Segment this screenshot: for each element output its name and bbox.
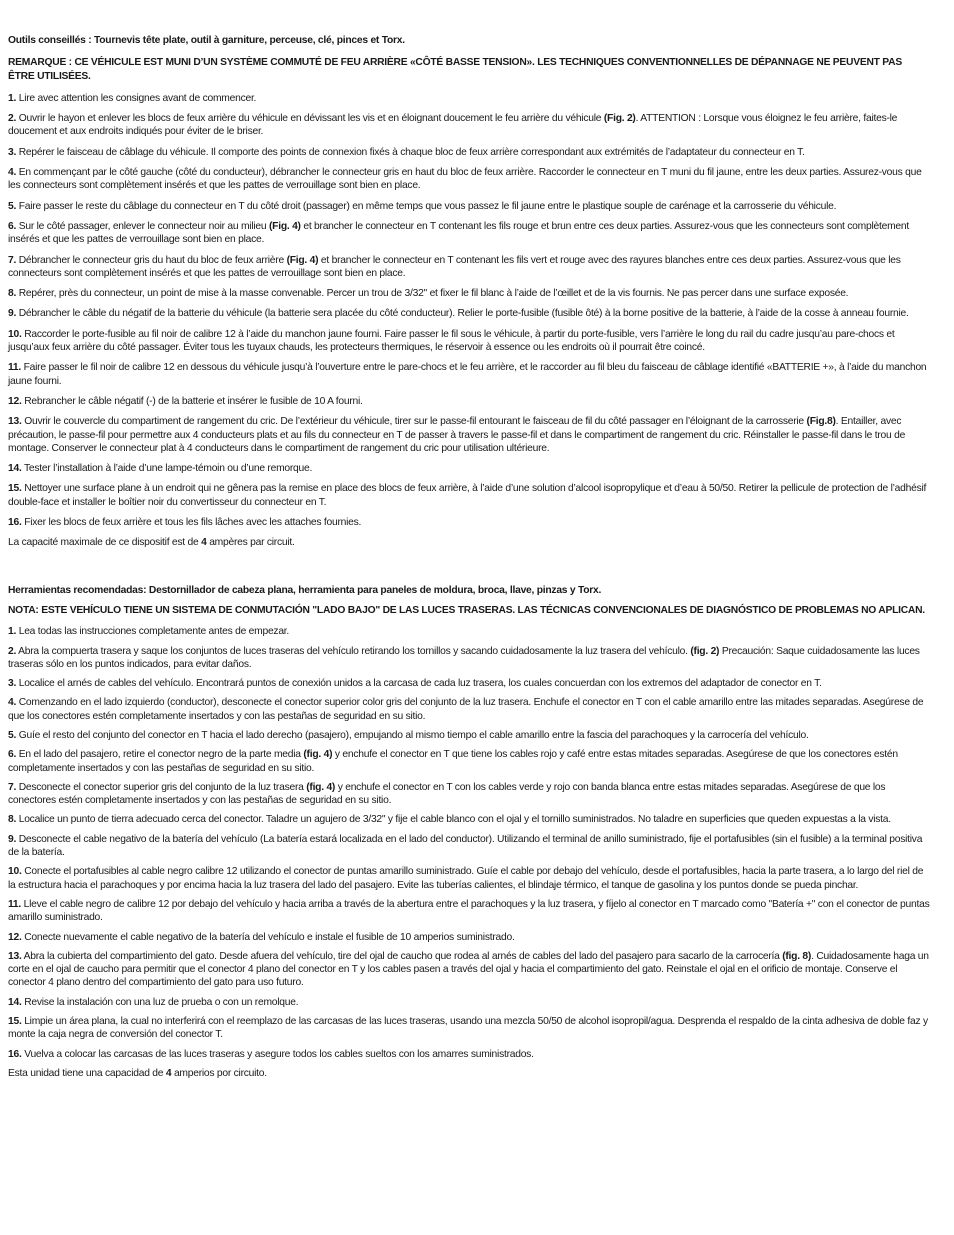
figure-reference: (Fig.8) bbox=[806, 416, 836, 428]
step-number: 9. bbox=[8, 833, 17, 845]
step-text: Localice un punto de tierra adecuado cerca del conector. Taladre un agujero de 3/32" y fije el cable blanco con el ojal y el tornillo suministrados. No taladre en superficies que queden expuestas a la vista. bbox=[18, 814, 891, 826]
step-item bbox=[8, 696, 930, 723]
step-text: En commençant par le côté gauche (côté du conducteur), débrancher le connecteur gris en haut du bloc de feux arrière. Raccorder le connecteur en T muni du fil jaune, entre les deux parties. Assurez-vous que les connecteurs sont complètement insérés et que les pattes de verrouillage sont bien en place. bbox=[8, 167, 922, 192]
step-text: Repérer le faisceau de câblage du véhicule. Il comporte des points de connexion fixés à chaque bloc de feux arrière correspondant aux extrémités de l’adaptateur du connecteur en T. bbox=[18, 146, 805, 158]
step-text-continued: et brancher le connecteur en T contenant les fils rouge et brun entre ces deux parties. Assurez-vous que les connecteurs sont complètement insérés et que les pattes de verrouillage sont bien en place. bbox=[8, 220, 909, 246]
step-text: Guíe el resto del conjunto del conector en T hacia el lado derecho (pasajero), empujando al mismo tiempo el cable amarillo entre la fascia del parachoques y la carrocería del vehículo. bbox=[18, 729, 809, 741]
step-text-continued: et brancher le connecteur en T contenant les fils vert et rouge avec des rayures blanches entre ces deux parties. Assurez-vous que les connecteurs sont complètement insérés et que les pattes de verrouillage sont bien en place. bbox=[8, 254, 901, 279]
step-number: 14. bbox=[8, 996, 22, 1008]
step-number: 7. bbox=[8, 781, 17, 793]
step-text: Nettoyer une surface plane à un endroit qui ne gênera pas la remise en place des blocs de feux arrière, à l’aide d’une solution d’alcool isopropylique et d’eau à 50/50. Retirer la pellicule de protection de l’adhésif double-face et installer le boîtier noir du convertisseur du connecteur en T. bbox=[8, 483, 927, 508]
step-number: 10. bbox=[8, 866, 22, 878]
step-number: 1. bbox=[8, 92, 17, 104]
capacity-pre: La capacité maximale de ce dispositif est de bbox=[8, 537, 202, 549]
capacity-value: 4 bbox=[201, 537, 207, 549]
step-text: Desconecte el conector superior gris del conjunto de la luz trasera bbox=[18, 781, 307, 793]
step-number: 13. bbox=[8, 950, 22, 962]
step-number: 7. bbox=[8, 254, 17, 266]
step-number: 6. bbox=[8, 749, 17, 761]
step-item bbox=[8, 112, 930, 139]
step-text: Vuelva a colocar las carcasas de las luces traseras y asegure todos los cables sueltos con los amarres suministrados. bbox=[24, 1048, 534, 1060]
step-text: Faire passer le reste du câblage du connecteur en T du côté droit (passager) en même temps que vous passez le fil jaune entre le plastique souple de carénage et la carrosserie du véhicule. bbox=[18, 200, 837, 212]
warning-note-fr: REMARQUE : CE VÉHICULE EST MUNI D’UN SYSTÈME COMMUTÉ DE FEU ARRIÈRE «CÔTÉ BASSE TENSION». LES TECHNIQUES CONVENTIONNELLES DE DÉPANNAGE NE PEUVENT PAS ÊTRE UTILISÉES. bbox=[8, 57, 902, 82]
step-item bbox=[8, 950, 930, 990]
step-text-continued: . Cuidadosamente haga un corte en el ojal de caucho para permitir que el conector 4 plano del conector en T y los cables pasen a través del ojal y hacia el compartimiento del gato. Reinstale el ojal en el orificio de montaje. Conserve el conector 4 plano dentro del compartimiento del gato para uso futuro. bbox=[8, 950, 929, 989]
step-item bbox=[8, 287, 930, 300]
figure-reference: (Fig. 4) bbox=[286, 254, 319, 266]
step-number: 6. bbox=[8, 220, 17, 232]
tools-heading-es: Herramientas recomendadas: Destornillador de cabeza plana, herramienta para paneles de moldura, broca, llave, pinzas y Torx. bbox=[8, 584, 602, 596]
step-text-continued: y enchufe el conector en T con los cables verde y rojo con banda blanca entre estas mitades separadas. Asegúrese de que los conectores estén completamente insertados y con las pestañas de seguridad en su sitio. bbox=[8, 781, 886, 807]
step-text: Conecte el portafusibles al cable negro calibre 12 utilizando el conector de puntas amarillo suministrado. Guíe el cable por debajo del vehículo, desde el portafusibles, hacia la parte trasera, a lo largo del riel de la estructura hacia el parachoques y por encima hacia la luz trasera del lado del pasajero. Evite las tuberías calientes, el blindaje térmico, el tanque de gasolina y los puntos donde se pueda pinchar. bbox=[8, 866, 924, 891]
step-text: Localice el arnés de cables del vehículo. Encontrará puntos de conexión unidos a la carcasa de cada luz trasera, los cuales concuerdan con los extremos del adaptador de conector en T. bbox=[18, 678, 822, 690]
step-text: Ouvrir le couvercle du compartiment de rangement du cric. De l’extérieur du véhicule, tirer sur le passe-fil entourant le faisceau de fil du côté passager en l’éloignant de la carrosserie bbox=[24, 416, 807, 428]
step-number: 4. bbox=[8, 697, 17, 709]
step-item bbox=[8, 462, 930, 475]
step-text: Fixer les blocs de feux arrière et tous les fils lâches avec les attaches fournies. bbox=[24, 517, 362, 529]
step-item bbox=[8, 833, 930, 860]
figure-reference: (fig. 2) bbox=[690, 645, 720, 657]
step-text: Limpie un área plana, la cual no interferirá con el reemplazo de las carcasas de las luces traseras, usando una mezcla 50/50 de alcohol isopropil/agua. Desprenda el respaldo de la cinta adhesiva de doble faz y monte la caja negra de conversión del conector T. bbox=[8, 1016, 928, 1041]
step-item bbox=[8, 748, 930, 775]
capacity-pre: Esta unidad tiene una capacidad de bbox=[8, 1067, 166, 1079]
step-item bbox=[8, 361, 930, 388]
step-item bbox=[8, 516, 930, 529]
figure-reference: (fig. 4) bbox=[306, 781, 336, 793]
french-section bbox=[8, 34, 930, 550]
step-number: 5. bbox=[8, 200, 17, 212]
step-number: 15. bbox=[8, 483, 22, 495]
figure-reference: (Fig. 2) bbox=[603, 113, 636, 125]
step-number: 2. bbox=[8, 645, 17, 657]
step-number: 16. bbox=[8, 1048, 22, 1060]
step-text: Faire passer le fil noir de calibre 12 en dessous du véhicule jusqu’à l’ouverture entre le pare-chocs et le feu arrière, et le raccorder au fil bleu du faisceau de câblage identifié «BATTERIE +», à l’aide du manchon jaune fourni. bbox=[8, 362, 927, 387]
step-text: Raccorder le porte-fusible au fil noir de calibre 12 à l’aide du manchon jaune fourni. Faire passer le fil sous le véhicule, à partir du porte-fusible, vers l’arrière le long du rail du cadre jusqu’au pare-chocs et jusqu’aux feux arrière du côté passager. Éviter tous les tuyaux chauds, les protecteurs thermiques, le réservoir à essence ou les endroits où il pourrait être coincé. bbox=[8, 328, 895, 354]
step-text-continued: . Entailler, avec précaution, le passe-fil pour permettre aux 4 conducteurs plats et au fils du connecteur en T de passer à travers le passe-fil et dans le compartiment de rangement du cric. Réinstaller le passe-fil dans le trou de montage. Conserver le connecteur plat à 4 conducteurs dans le compartiment de rangement du cric pour utilisation ultérieure. bbox=[8, 416, 906, 454]
tools-heading-fr: Outils conseillés : Tournevis tête plate, outil à garniture, perceuse, clé, pinces et Torx. bbox=[8, 35, 405, 46]
step-item bbox=[8, 146, 930, 159]
step-item bbox=[8, 254, 930, 281]
step-number: 12. bbox=[8, 395, 22, 407]
step-number: 1. bbox=[8, 626, 17, 638]
step-number: 8. bbox=[8, 288, 17, 300]
step-item bbox=[8, 328, 930, 355]
step-text: Repérer, près du connecteur, un point de mise à la masse convenable. Percer un trou de 3/32" et fixer le fil blanc à l’aide de l’œillet et de la vis fournis. Ne pas percer dans une surface exposée. bbox=[18, 288, 849, 300]
step-number: 12. bbox=[8, 931, 22, 943]
step-item bbox=[8, 677, 930, 690]
step-item bbox=[8, 395, 930, 408]
step-item bbox=[8, 1048, 930, 1061]
step-text: Abra la compuerta trasera y saque los conjuntos de luces traseras del vehículo retirando los tornillos y sacando cuidadosamente la luz trasera del vehículo. bbox=[18, 645, 691, 657]
step-item bbox=[8, 813, 930, 826]
step-text: Comenzando en el lado izquierdo (conductor), desconecte el conector superior color gris del conjunto de la luz trasera. Enchufe el conector en T con el cable amarillo entre las mitades separadas. Asegúrese de que los conectores estén completamente insertados y con las pestañas de seguridad en su sitio. bbox=[8, 697, 924, 722]
step-text: Ouvrir le hayon et enlever les blocs de feux arrière du véhicule en dévissant les vis et en éloignant doucement le feu arrière du véhicule bbox=[18, 113, 604, 125]
step-text: Débrancher le connecteur gris du haut du bloc de feux arrière bbox=[18, 254, 287, 266]
step-number: 8. bbox=[8, 814, 17, 826]
step-item bbox=[8, 898, 930, 925]
step-number: 2. bbox=[8, 113, 17, 125]
capacity-statement-es bbox=[8, 1067, 930, 1080]
step-item bbox=[8, 307, 930, 320]
step-item bbox=[8, 625, 930, 638]
step-text: Abra la cubierta del compartimiento del gato. Desde afuera del vehículo, tire del ojal de caucho que rodea al arnés de cables del lado del pasajero para sacarlo de la carrocería bbox=[23, 950, 783, 962]
step-text: Desconecte el cable negativo de la batería del vehículo (La batería estará localizada en el lado del conductor). Utilizando el terminal de anillo suministrado, fije el portafusibles (sin el fusible) a la terminal positiva de la batería. bbox=[8, 833, 923, 859]
step-text-continued: Precaución: Saque cuidadosamente las luces traseras sólo en los puntos indicados, para evitar daños. bbox=[8, 645, 920, 670]
step-item bbox=[8, 92, 930, 105]
step-text: Conecte nuevamente el cable negativo de la batería del vehículo e instale el fusible de 10 amperios suministrado. bbox=[24, 931, 515, 943]
step-item bbox=[8, 781, 930, 808]
capacity-value: 4 bbox=[165, 1067, 172, 1079]
step-item bbox=[8, 220, 930, 247]
step-item bbox=[8, 482, 930, 509]
step-text: Débrancher le câble du négatif de la batterie du véhicule (la batterie sera placée du côté conducteur). Relier le porte-fusible (fusible ôté) à la borne positive de la batterie, à l’aide de la cosse à anneau fournie. bbox=[18, 308, 909, 320]
spanish-section bbox=[8, 584, 930, 1081]
step-item bbox=[8, 931, 930, 944]
step-item bbox=[8, 996, 930, 1009]
capacity-statement-fr bbox=[8, 536, 930, 549]
step-number: 4. bbox=[8, 167, 17, 179]
figure-reference: (fig. 4) bbox=[303, 749, 333, 761]
step-number: 9. bbox=[8, 308, 17, 320]
steps-list-fr bbox=[8, 92, 930, 529]
step-number: 15. bbox=[8, 1016, 22, 1028]
step-text: Rebrancher le câble négatif (-) de la batterie et insérer le fusible de 10 A fourni. bbox=[24, 395, 363, 407]
step-text-continued: y enchufe el conector en T que tiene los cables rojo y café entre estas mitades separadas. Asegúrese de que los conectores estén completamente insertados y con las pestañas de seguridad en su sitio. bbox=[8, 749, 898, 774]
step-text: Lea todas las instrucciones completamente antes de empezar. bbox=[18, 626, 290, 638]
capacity-post: amperios por circuito. bbox=[171, 1067, 267, 1079]
step-item bbox=[8, 200, 930, 213]
step-item bbox=[8, 1015, 930, 1042]
step-item bbox=[8, 645, 930, 672]
warning-note-es: NOTA: ESTE VEHÍCULO TIENE UN SISTEMA DE CONMUTACIÓN "LADO BAJO" DE LAS LUCES TRASERAS. LAS TÉCNICAS CONVENCIONALES DE DIAGNÓSTICO DE PROBLEMAS NO APLICAN. bbox=[8, 604, 925, 616]
step-text: Sur le côté passager, enlever le connecteur noir au milieu bbox=[18, 220, 269, 232]
step-number: 3. bbox=[8, 678, 17, 690]
step-number: 14. bbox=[8, 463, 22, 475]
step-text: Revise la instalación con una luz de prueba o con un remolque. bbox=[24, 996, 299, 1008]
step-text: Lire avec attention les consignes avant de commencer. bbox=[18, 92, 257, 104]
steps-list-es bbox=[8, 625, 930, 1061]
step-item bbox=[8, 729, 930, 742]
step-number: 10. bbox=[8, 328, 22, 340]
step-number: 16. bbox=[8, 517, 22, 529]
step-number: 11. bbox=[8, 362, 21, 374]
figure-reference: (fig. 8) bbox=[782, 950, 812, 962]
step-item bbox=[8, 865, 930, 892]
step-number: 13. bbox=[8, 416, 22, 428]
step-number: 5. bbox=[8, 729, 17, 741]
step-number: 11. bbox=[8, 898, 21, 910]
step-text: Lleve el cable negro de calibre 12 por debajo del vehículo y hacia arriba a través de la abertura entre el parachoques y la luz trasera, y fíjelo al conector en T marcado como "Batería +" con el conector de puntas amarillo suministrado. bbox=[8, 898, 930, 924]
step-number: 3. bbox=[8, 146, 17, 158]
step-item bbox=[8, 415, 930, 455]
step-text: En el lado del pasajero, retire el conector negro de la parte media bbox=[18, 749, 304, 761]
capacity-post: ampères par circuit. bbox=[206, 537, 295, 549]
step-item bbox=[8, 166, 930, 193]
step-text-continued: . ATTENTION : Lorsque vous éloignez le feu arrière, faites-le doucement et aux endroits indiqués pour éviter de le briser. bbox=[8, 113, 898, 138]
figure-reference: (Fig. 4) bbox=[268, 220, 301, 232]
step-text: Tester l’installation à l’aide d’une lampe-témoin ou d’une remorque. bbox=[24, 463, 313, 475]
